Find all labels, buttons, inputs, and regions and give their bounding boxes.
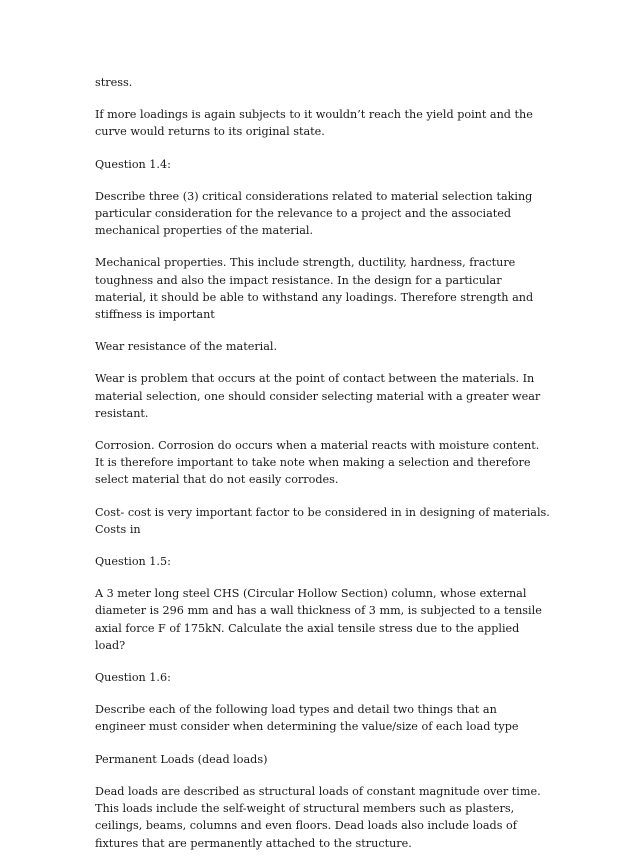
heading-question-1-6: Question 1.6:	[95, 671, 171, 685]
paragraph-dead-loads: Dead loads are described as structural loads of constant magnitude over time. This loads include the self-weight of structural members such as plasters, ceilings, beams, columns and even floors. Dead loads also include loads of fixtures that are permanently attached to the structure.	[95, 784, 541, 850]
paragraph-permanent-loads-title: Permanent Loads (dead loads)	[95, 752, 268, 766]
paragraph-wear-resistance: Wear is problem that occurs at the point of contact between the materials. In material selection, one should consider selecting material with a greater wear resistant.	[95, 372, 541, 420]
paragraph-wear-resistance-title: Wear resistance of the material.	[95, 340, 278, 354]
heading-question-1-4: Question 1.4:	[95, 157, 171, 171]
paragraph-cost: Cost- cost is very important factor to be considered in in designing of materials. Costs in	[95, 505, 550, 536]
paragraph-question-1-6-prompt: Describe each of the following load types and detail two things that an engineer must consider when determining the value/size of each load type	[95, 703, 519, 734]
paragraph-yield-point: If more loadings is again subjects to it wouldn’t reach the yield point and the curve would returns to its original state.	[95, 108, 533, 139]
paragraph-mechanical-properties: Mechanical properties. This include strength, ductility, hardness, fracture toughness and also the impact resistance. In the design for a particular material, it should be able to withstand any loadings. Therefore strength and stiffness is important	[95, 256, 534, 322]
paragraph-stress-continuation: stress.	[95, 76, 133, 89]
document-body	[95, 74, 550, 867]
paragraph-corrosion: Corrosion. Corrosion do occurs when a material reacts with moisture content. It is therefore important to take note when making a selection and therefore select material that do not easily corrodes.	[95, 439, 540, 487]
paragraph-question-1-4-prompt: Describe three (3) critical considerations related to material selection taking particular consideration for the relevance to a project and the associated mechanical properties of the material.	[95, 189, 533, 238]
paragraph-question-1-5-prompt: A 3 meter long steel CHS (Circular Hollow Section) column, whose external diameter is 296 mm and has a wall thickness of 3 mm, is subjected to a tensile axial force F of 175kN. Calculate the axial tensile stress due to the applied load?	[95, 587, 542, 652]
heading-question-1-5: Question 1.5:	[95, 555, 171, 569]
